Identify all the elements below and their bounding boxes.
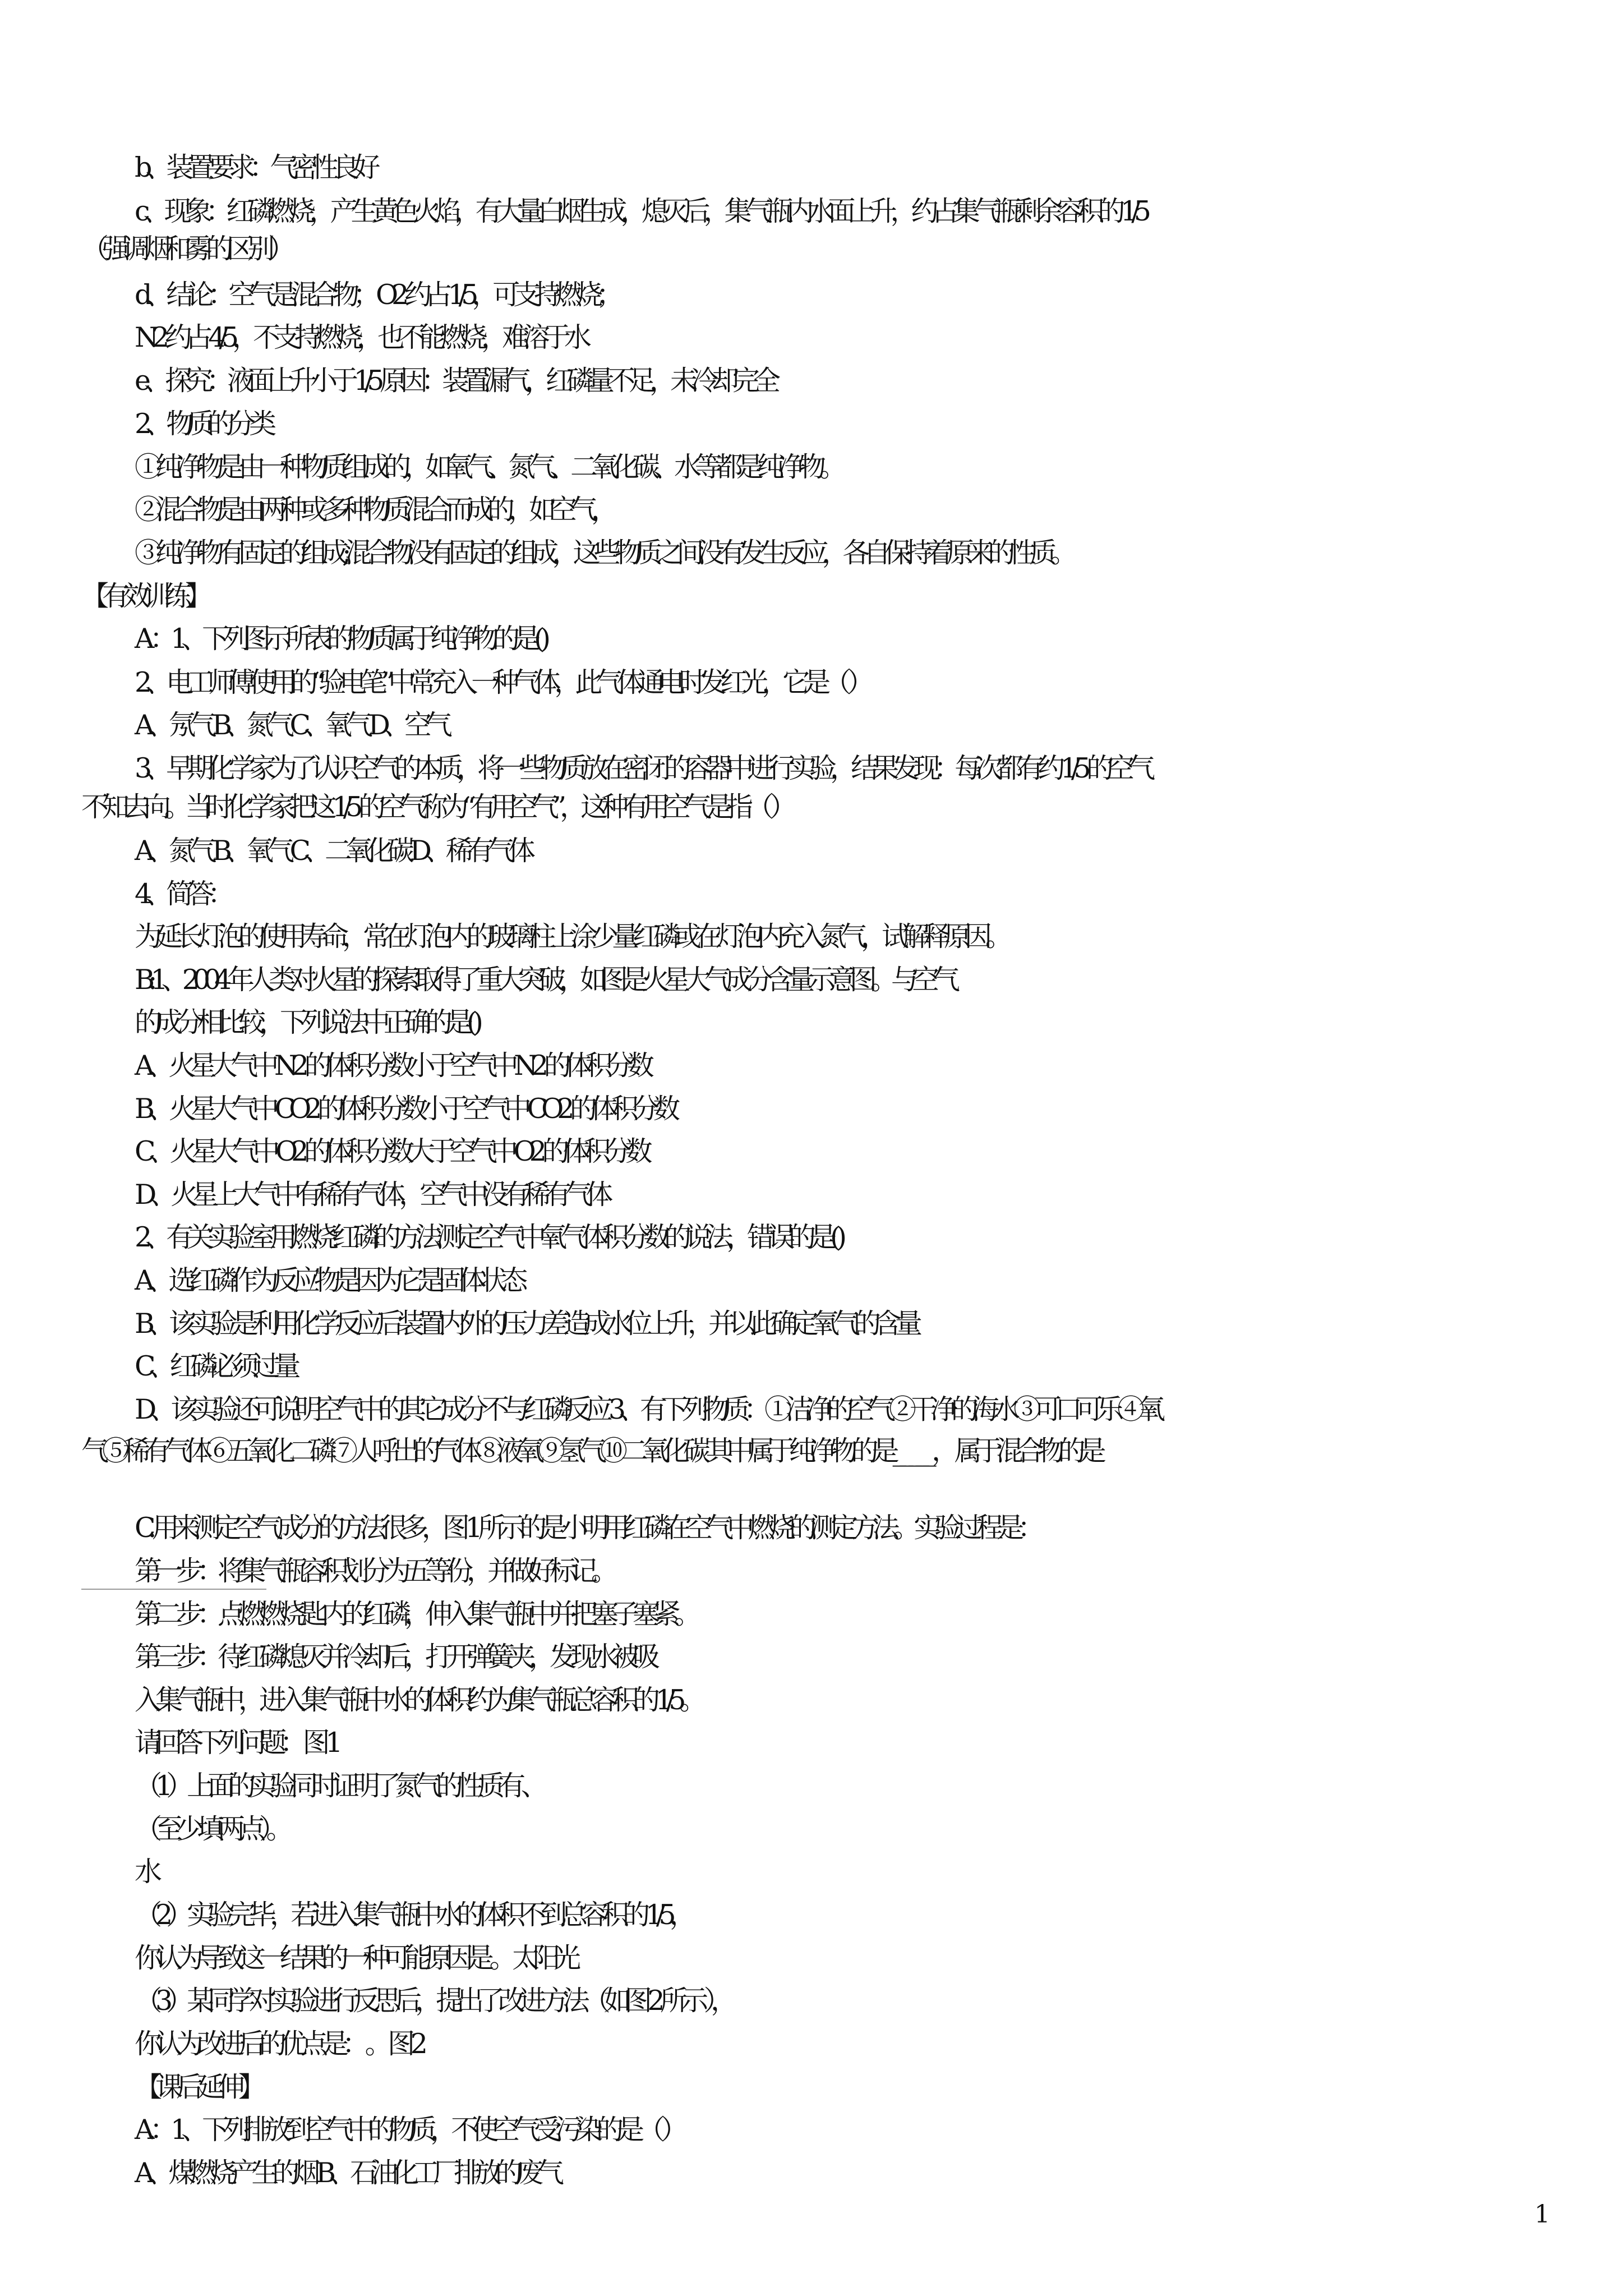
- text-line: 4、简答：: [135, 878, 229, 910]
- text-line: 第三步：待红磷熄灭并冷却后，打开弹簧夹，发现水被吸: [135, 1641, 654, 1673]
- text-line: 第二步：点燃燃烧匙内的红磷，伸入集气瓶中并把塞子塞紧。: [135, 1598, 695, 1630]
- text-line: 请回答下列问题： 图 1: [135, 1727, 336, 1759]
- text-line: A、火星大气中 N2 的体积分数小于空气中 N2 的体积分数: [135, 1050, 648, 1082]
- text-line: 2、物质的分类: [135, 408, 270, 440]
- text-line: B、火星大气中 CO2 的体积分数小于空气中 CO2 的体积分数: [135, 1093, 674, 1125]
- text-line: d、结论：空气是混合物； O2 约占 1/5，可支持燃烧；: [135, 279, 617, 311]
- text-line: B、该实验是利用化学反应后装置内外的压力差造成水位上升，并以此确定氧气的含量: [135, 1308, 916, 1340]
- text-line: A、氖气 B、氮气 C、氧气 D、空气: [135, 709, 446, 741]
- text-line: A.：1、下列排放到空气中的物质，不使空气受污染的是（ ）: [135, 2114, 681, 2146]
- text-line: 水: [135, 1856, 156, 1888]
- text-line: e、探究：液面上升小于 1/5 原因：装置漏气，红磷量不足，未冷却完全: [135, 365, 774, 397]
- text-line: A、煤燃烧产生的烟 B、石油化工厂排放的废气: [135, 2157, 557, 2189]
- text-line: b、装置要求：气密性良好: [135, 151, 374, 183]
- text-line: C、红磷必须过量: [135, 1350, 294, 1382]
- text-line: 你认为导致这一结果的一种可能原因是 。 太阳光: [135, 1942, 575, 1974]
- text-line: c、现象：红磷燃烧，产生黄色火焰，有大量白烟生成，熄灭后，集气瓶内水面上升，约占集气瓶剩余容积的 1/5: [135, 195, 1145, 227]
- text-line: （2）实验完毕，若进入集气瓶中水的体积不到总容积的 1/5，: [135, 1899, 690, 1931]
- text-line: D、该实验还可说明空气中的其它成分不与红磷反应 3、有下列物质：①洁净的空气②干净的海水③可口可乐④氧: [135, 1393, 1159, 1425]
- text-line: 的成分相比较，下列说法中正确的是( ): [135, 1006, 477, 1038]
- section-heading: 【有效训练】: [81, 580, 206, 612]
- text-line: A、选红磷作为反应物是因为它是固体状态: [135, 1264, 522, 1296]
- text-line: 入集气瓶中，进入集气瓶中水的体积约为集气瓶总容积的 1/5。: [135, 1684, 700, 1716]
- text-line: A、氮气 B、氧气 C、二氧化碳 D、稀有气体: [135, 835, 529, 867]
- text-line: ②混合物是由两种或多种物质混合而成的，如空气，: [135, 494, 612, 526]
- text-line: D、火星上大气中有稀有气体，空气中没有稀有气体: [135, 1179, 607, 1211]
- text-line: 2、有关实验室用燃烧红磷的方法测定空气中氧气体积分数的说法，错误的是( ): [135, 1221, 840, 1253]
- text-line: 气⑤稀有气体⑥五氧化二磷⑦人呼出的气体⑧液氧⑨氢气⑩二氧化碳 其中属于纯净物的是__ ___ ， 属于混合物的是: [81, 1435, 1100, 1467]
- text-line: C、火星大气中 O2 的体积分数大于空气中 O2 的体积分数: [135, 1135, 646, 1167]
- text-line: 为延长灯泡的使用寿命，常在灯泡内的玻璃柱上涂少量红磷或在灯泡内充入氮气，试解释原因。: [135, 921, 1007, 953]
- text-line: ①纯净物是由一种物质组成的，如氧气、氮气、二氧化碳、水等都是纯净物。: [135, 451, 841, 483]
- text-line: 2、电工师傅使用的“验电笔”中常充入一种气体，此气体通电时发红光，它是（ ）: [135, 666, 868, 698]
- text-line: C. 用来测定空气成分的方法很多，图 1 所示的是小明用红磷在空气中燃烧的测定方法。实验过程是：: [135, 1512, 1039, 1544]
- text-line: 3、早期化学家为了认识空气的本质，将一些物质放在密闭的容器中进行实验，结果发现：每次都有约 1/5 的空气: [135, 752, 1149, 784]
- text-line: （强调烟和雾的区别）: [81, 233, 289, 265]
- text-line: （至少填两点）。: [135, 1813, 287, 1845]
- page-number: 1: [1534, 2200, 1550, 2229]
- text-line: A ：1、下列图示所表的物质属于纯净物的是( ): [135, 623, 544, 655]
- text-line: 第一步：将集气瓶容积划分为五等份，并做好标记。: [135, 1555, 612, 1587]
- text-line: 不知去向。当时化学家把这 1/5 的空气称为“有用空气”，这种有用空气是指（ ）: [81, 791, 790, 823]
- text-line: （3）某同学对实验进行反思后，提出了改进 方法（如图 2 所示 ），: [135, 1985, 732, 2017]
- text-line: B:1、2004 年人类对火星的探索取得了重大突破，如图是火星大气成分含量示意图。与空气: [135, 964, 953, 996]
- text-line: ③纯净物有固定的组成;混合物没有固定的组成，这些物质之间没有发生反应，各自保持着原来的性质。: [135, 537, 1071, 569]
- text-line: N2 约占 4/5，不支持燃烧，也不能燃烧，难溶于水: [135, 321, 585, 353]
- section-heading: 【课后延伸】: [135, 2071, 260, 2103]
- text-line: 你认为改进后的优点是： 。 图 2: [135, 2028, 421, 2060]
- text-line: （1）上面的实验同时证明了氮气的性质有 、: [135, 1770, 542, 1802]
